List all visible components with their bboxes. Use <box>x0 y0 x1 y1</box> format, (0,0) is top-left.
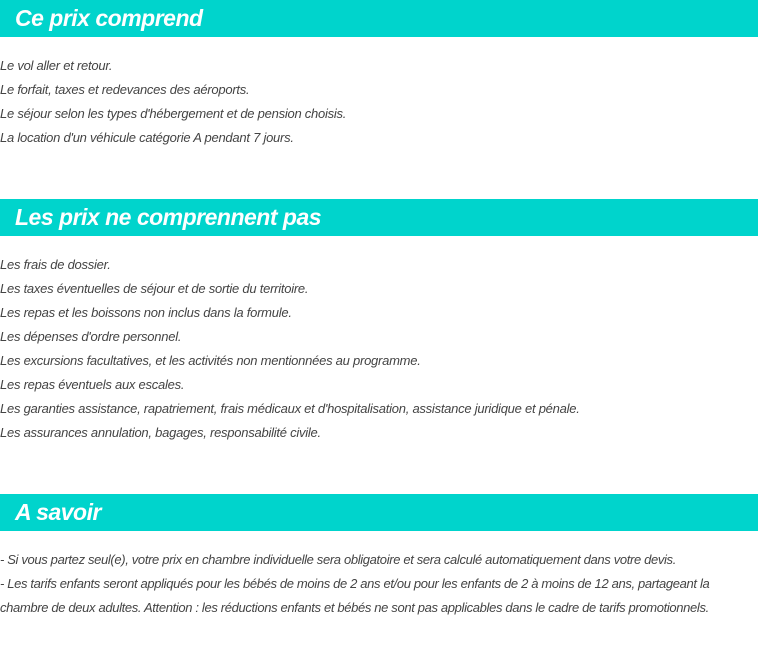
list-item: Les taxes éventuelles de séjour et de sortie du territoire. <box>0 281 309 296</box>
list-item: Le séjour selon les types d'hébergement et de pension choisis. <box>0 106 347 121</box>
list-item: Les frais de dossier. <box>0 257 111 272</box>
included-list <box>0 37 758 150</box>
section-good-to-know <box>0 494 758 620</box>
section-title: Ce prix comprend <box>0 0 758 37</box>
section-not-included <box>0 199 758 445</box>
section-title: A savoir <box>0 494 758 531</box>
list-item: Les repas et les boissons non inclus dans la formule. <box>0 305 292 320</box>
section-included <box>0 0 758 150</box>
list-item: Le vol aller et retour. <box>0 58 113 73</box>
list-item: Les assurances annulation, bagages, responsabilité civile. <box>0 425 321 440</box>
paragraph: - Si vous partez seul(e), votre prix en chambre individuelle sera obligatoire et sera calculé automatiquement dans votre devis. <box>0 552 676 567</box>
list-item: Le forfait, taxes et redevances des aéroports. <box>0 82 250 97</box>
list-item: Les repas éventuels aux escales. <box>0 377 185 392</box>
list-item: Les garanties assistance, rapatriement, frais médicaux et d'hospitalisation, assistance juridique et pénale. <box>0 401 580 416</box>
not-included-list <box>0 236 758 445</box>
good-to-know-text <box>0 531 758 620</box>
list-item: La location d'un véhicule catégorie A pendant 7 jours. <box>0 130 294 145</box>
list-item: Les excursions facultatives, et les activités non mentionnées au programme. <box>0 353 421 368</box>
section-title: Les prix ne comprennent pas <box>0 199 758 236</box>
list-item: Les dépenses d'ordre personnel. <box>0 329 182 344</box>
paragraph: - Les tarifs enfants seront appliqués pour les bébés de moins de 2 ans et/ou pour les enfants de 2 à moins de 12 ans, partageant la chambre de deux adultes. Attention : les réductions enfants et bébés ne sont pas applicables dans le cadre de tarifs promotionnels. <box>0 576 710 615</box>
